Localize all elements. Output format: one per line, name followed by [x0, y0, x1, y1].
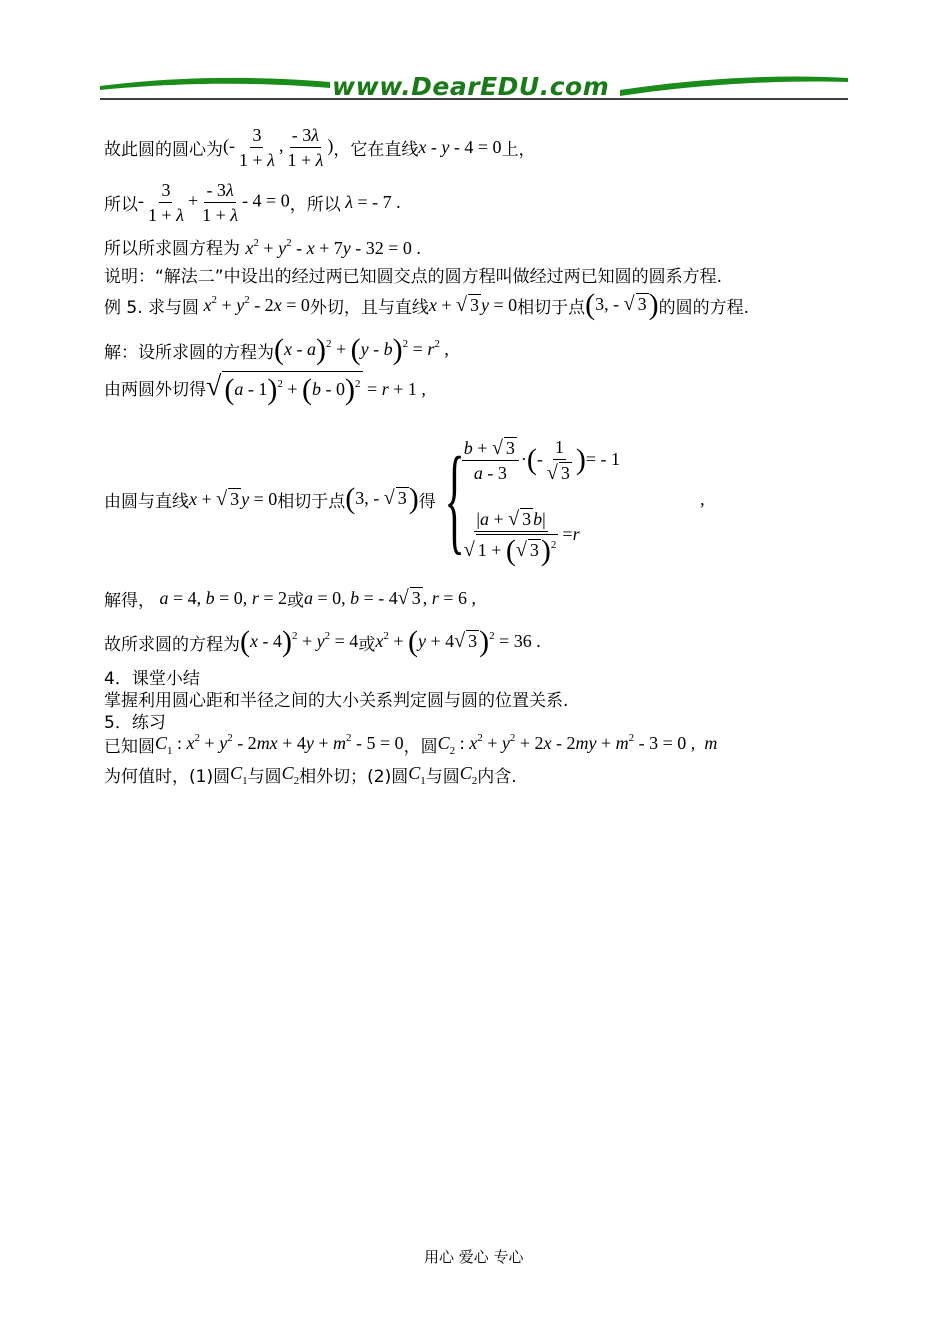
line-2	[104, 176, 401, 228]
line-1-text-c: 上，	[501, 139, 536, 160]
exercise-text-e: 相外切；(2)圆	[299, 767, 409, 787]
header-banner	[100, 68, 848, 108]
exercise-text-f: 与圆	[425, 767, 460, 787]
line-8-text-b: 相切于点	[277, 491, 346, 512]
line-9-text-b: 或	[286, 591, 304, 611]
line-1	[104, 122, 536, 172]
line-5-text-b: 外切，且与直线	[309, 297, 429, 318]
exercise-line-1	[104, 732, 717, 757]
line-4: 说明：“解法二”中设出的经过两已知圆交点的圆方程叫做经过两已知圆的圆系方程.	[104, 267, 723, 287]
lambda-equation: - $\frac{3}{1 + \lambda}$ + $\frac{- 3\lambda}{1 + \lambda}$ - 4 = 0	[138, 179, 290, 225]
line-equation: x - y - 4 = 0	[418, 136, 502, 157]
exercise-text-g: 内含.	[477, 767, 517, 787]
section-4-heading: 4．课堂小结	[104, 669, 200, 689]
footer-text: 用心 爱心 专心	[424, 1248, 524, 1266]
given-circle: $x^2 + y^2 - 2x = 0$	[203, 294, 310, 315]
exercise-text-d: 与圆	[247, 767, 282, 787]
answer-circle-1: $(x - 4)^2 + y^2 = 4$	[240, 625, 359, 658]
line-6-text: 解：设所求圆的方程为	[104, 342, 274, 363]
line-9-text-a: 解得，	[104, 591, 155, 611]
line-expr: x + √ 3 y = 0	[189, 487, 278, 510]
line-7-text: 由两圆外切得	[104, 379, 206, 400]
line-2-text-b: ，所以	[289, 194, 341, 215]
section-5-heading: 5．练习	[104, 713, 166, 733]
line-2-text-a: 所以	[104, 194, 138, 215]
c2-ref-1: $C_2$	[281, 762, 300, 787]
line-3	[104, 234, 421, 259]
answer-circle-2: $x^2 + (y + 4√$ 3)$^2$ = 36 .	[375, 625, 541, 658]
circle-c2: $C_2$ : $x^2 + y^2 + 2x - 2my + m^2 - 3 = 0$ , m	[437, 732, 718, 757]
general-circle: $(x - a)^2 + (y - b)^2 = r^2$ ,	[274, 333, 449, 366]
line-5	[104, 288, 749, 322]
external-tangency: √ (a - 1)$^2$ + (b - 0)$^2$ = r + 1 ,	[206, 371, 426, 406]
equation-system: { $\frac{b + √ 3}{a - 3}$ · ( - $\frac{1}{√ 3}$ ) = - 1 $\frac{|a + √ 3 b|}{√ 1 + (√ 3)^2}$ = r	[444, 432, 621, 568]
section-4-body: 掌握利用圆心距和半径之间的大小关系判定圆与圆的位置关系.	[104, 691, 569, 711]
circle-c1: $C_1$ : $x^2 + y^2 - 2mx + 4y + m^2 - 5 = 0$	[155, 732, 404, 757]
exercise-text-a: 已知圆	[104, 737, 155, 757]
tangent-point: (3, - √ 3)	[585, 288, 659, 321]
line-10-text-b: 或	[358, 634, 376, 655]
c1-ref-2: $C_1$	[408, 762, 426, 787]
line-5-text-c: 相切于点	[517, 297, 586, 318]
lambda-value: λ = - 7 .	[345, 191, 401, 212]
site-logo-text: www.DearEDU.com	[332, 72, 610, 101]
line-6	[104, 333, 449, 367]
center-expression: (- $\frac{3}{1 + \lambda}$ , $\frac{- 3\lambda}{1 + \lambda}$ )	[223, 124, 334, 170]
exercise-text-b: ，圆	[403, 737, 438, 757]
line-9	[104, 586, 476, 611]
solution-1: a = 4, b = 0, r = 2	[159, 588, 287, 608]
given-line: x + √ 3 y = 0	[428, 293, 518, 316]
line-1-text-a: 故此圆的圆心为	[104, 139, 223, 160]
circle-equation-1: $x^2 + y^2 - x + 7y - 32 = 0$ .	[245, 237, 421, 258]
line-10-text-a: 故所求圆的方程为	[104, 634, 240, 655]
line-1-text-b: ，它在直线	[333, 139, 419, 160]
line-8	[104, 418, 705, 580]
c2-ref-2: $C_2$	[459, 762, 478, 787]
solution-2: a = 0, b = - 4√ 3 , r = 6 ,	[303, 587, 476, 609]
line-5-text-d: 的圆的方程.	[658, 297, 750, 318]
exercise-line-2	[104, 762, 517, 787]
point-expr: (3, - √ 3)	[345, 482, 419, 515]
line-5-text-a: 例 5. 求与圆	[104, 297, 200, 318]
line-8-text-a: 由圆与直线	[104, 491, 189, 512]
line-10	[104, 625, 541, 659]
line-7	[104, 371, 426, 406]
line-3-text: 所以所求圆方程为	[104, 239, 240, 259]
c1-ref-1: $C_1$	[230, 762, 248, 787]
system-comma: ,	[700, 488, 705, 509]
exercise-text-c: 为何值时，(1)圆	[104, 767, 231, 787]
line-8-text-c: 得	[418, 491, 436, 512]
